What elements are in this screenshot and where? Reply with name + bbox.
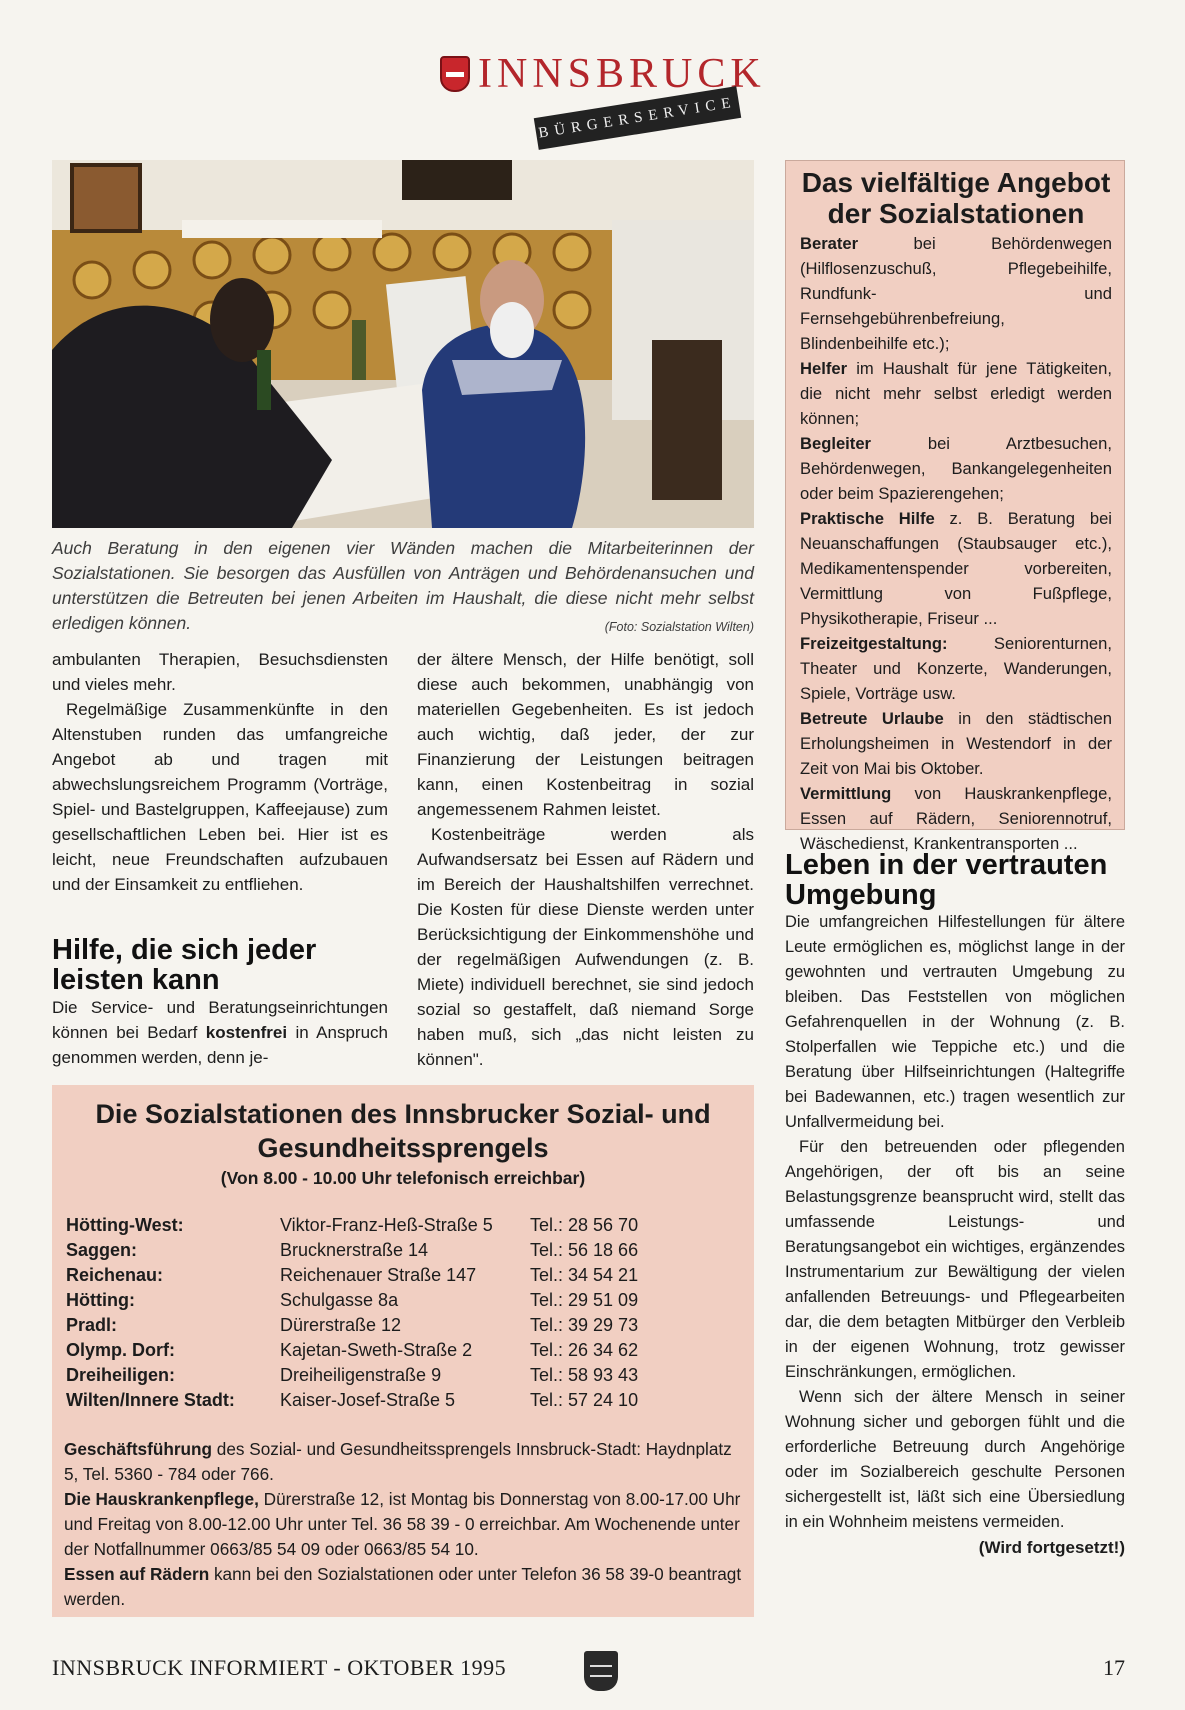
note-home-care: Die Hauskrankenpflege, Dürerstraße 12, ist Montag bis Donnerstag von 8.00-17.00 Uhr und Freitag von 8.00-12.00 Uhr unter Tel. 36 58 39 - 0 erreichbar. Am Wochenende unter der Notfallnummer 0663/85 54 09 oder 0663/85 54 10.	[64, 1489, 741, 1559]
city-emblem-icon	[584, 1651, 618, 1691]
sidebar-item: Helfer im Haushalt für jene Tätigkeiten, die nicht mehr selbst erledigt werden können;	[800, 359, 1112, 428]
publication-name: INNSBRUCK INFORMIERT - OKTOBER 1995	[52, 1655, 507, 1680]
sidebar-title: Das vielfältige Angebot der Sozialstationen	[801, 167, 1111, 229]
table-row: Olymp. Dorf: Kajetan-Sweth-Straße 2 Tel.: 26 34 62	[66, 1340, 639, 1360]
contact-title: Die Sozialstationen des Innsbrucker Sozial- und Gesundheitssprengels	[95, 1099, 711, 1163]
table-row: Hötting-West: Viktor-Franz-Heß-Straße 5 Tel.: 28 56 70	[66, 1215, 639, 1235]
column3-paragraph-2: Für den betreuenden oder pflegenden Angehörigen, der oft bis an seine Belastungsgrenze beansprucht wird, stellt das umfassende Leistungs- und Beratungsangebot ein wichtiges, ergänzendes Instrumentarium zur Bewältigung der vielen anfallenden Betreuungs- und Pflegearbeiten dar, die dem betagten Mitbürger den Verbleib in der eigenen Wohnung, trotz gewisser Einschränkungen, ermöglichen.	[785, 1138, 1125, 1381]
continued-note: (Wird fortgesetzt!)	[978, 1538, 1125, 1557]
table-row: Hötting: Schulgasse 8a Tel.: 29 51 09	[66, 1290, 639, 1310]
sidebar-item: Begleiter bei Arztbesuchen, Behördenwegen, Bankangelegenheiten oder beim Spazierengehen;	[800, 434, 1112, 503]
page-number: 17	[1103, 1655, 1125, 1680]
emphasis-free: kostenfrei	[205, 1023, 288, 1042]
column3-paragraph-1: Die umfangreichen Hilfestellungen für ältere Leute ermöglichen es, möglichst lange in der gewohnten und vertrauten Umgebung zu bleiben. Das Feststellen von möglichen Gefahrenquellen in der Wohnung (z. B. Stolperfallen wie Teppiche etc.) und die Beratung über Hilfseinrichtungen (Haltegriffe bei Badewannen, etc.) tragen wesentlich zur Unfallvermeidung bei.	[785, 913, 1125, 1131]
photo-caption	[52, 536, 754, 640]
stations-contact-box	[52, 1085, 754, 1617]
table-row: Saggen: Brucknerstraße 14 Tel.: 56 18 66	[66, 1240, 639, 1260]
article-column-3	[785, 850, 1125, 1560]
article-photo	[52, 160, 754, 528]
contact-hours: (Von 8.00 - 10.00 Uhr telefonisch erreichbar)	[220, 1168, 586, 1188]
sidebar-item: Praktische Hilfe z. B. Beratung bei Neuanschaffungen (Staubsauger etc.), Medikamentenspender vorbereiten, Vermittlung von Fußpflege, Physikotherapie, Friseur ...	[800, 509, 1112, 628]
table-row: Dreiheiligen: Dreiheiligenstraße 9 Tel.: 58 93 43	[66, 1365, 639, 1385]
masthead-ribbon: BÜRGERSERVICE	[534, 86, 741, 150]
sidebar-item: Vermittlung von Hauskrankenpflege, Essen auf Rädern, Seniorennotruf, Wäschedienst, Krankentransporten ...	[800, 784, 1112, 853]
heading-familiar-environment: Leben in der vertrauten Umgebung	[785, 849, 1108, 911]
masthead-brand: INNSBRUCK	[478, 51, 766, 97]
masthead	[440, 50, 766, 145]
table-row: Pradl: Dürerstraße 12 Tel.: 39 29 73	[66, 1315, 639, 1335]
column2-paragraph-2: Kostenbeiträge werden als Aufwandsersatz bei Essen auf Rädern und im Bereich der Haushaltshilfen verrechnet. Die Kosten für diese Dienste werden unter Berücksichtigung der Einkommenshöhe und der regelmäßigen Aufwendungen (z. B. Miete) individuell berechnet, sie sind jedoch sozial so gestaffelt, daß niemand Sorge haben muß, sich „das nicht leisten zu können".	[417, 825, 754, 1069]
services-sidebar	[785, 160, 1125, 853]
column3-paragraph-3: Wenn sich der ältere Mensch in seiner Wohnung sicher und geborgen fühlt und die erforderliche Betreuung durch Angehörige oder im Sozialbereich geschulte Personen sichergestellt ist, läßt sich eine Übersiedlung in ein Wohnheim meistens vermeiden.	[785, 1388, 1125, 1531]
caption-text: Auch Beratung in den eigenen vier Wänden machen die Mitarbeiterinnen der Sozialstationen. Sie besorgen das Ausfüllen von Anträgen und Behördenansuchen und unterstützen die Betreuten bei jenen Arbeiten im Haushalt, die diese nicht mehr selbst erledigen können.	[52, 538, 754, 633]
stations-table	[66, 1213, 638, 1413]
article-column-1	[52, 647, 388, 1070]
note-meals-on-wheels: Essen auf Rädern kann bei den Sozialstationen oder unter Telefon 36 58 39-0 beantragt werden.	[64, 1564, 742, 1609]
note-management: Geschäftsführung des Sozial- und Gesundheitssprengels Innsbruck-Stadt: Haydnplatz 5, Tel. 5360 - 784 oder 766.	[64, 1439, 732, 1484]
city-crest-icon	[440, 56, 470, 92]
page-footer	[52, 1651, 1125, 1685]
sidebar-item: Betreute Urlaube in den städtischen Erholungsheimen in Westendorf in der Zeit von Mai bis Oktober.	[800, 709, 1112, 778]
column2-paragraph-1: der ältere Mensch, der Hilfe benötigt, soll diese auch bekommen, unabhängig von materiellen Gegebenheiten. Es ist jedoch auch wichtig, daß jeder, der zur Finanzierung der Leistungen beitragen kann, einen Kostenbeitrag in sozial angemessenem Rahmen leistet.	[417, 650, 754, 819]
sidebar-item: Berater bei Behördenwegen (Hilflosenzuschuß, Pflegebeihilfe, Rundfunk- und Fernsehgebührenbefreiung, Blindenbeihilfe etc.);	[800, 234, 1112, 353]
column1-paragraph-3: Die Service- und Beratungseinrichtungen können bei Bedarf kostenfrei in Anspruch genommen werden, denn je-	[52, 998, 388, 1067]
sidebar-item: Freizeitgestaltung: Seniorenturnen, Theater und Konzerte, Wanderungen, Spiele, Vorträge usw.	[800, 634, 1112, 703]
column1-paragraph-2: Regelmäßige Zusammenkünfte in den Altenstuben runden das umfangreiche Angebot ab und tragen mit abwechslungsreichem Programm (Vorträge, Spiel- und Bastelgruppen, Kaffeejause) zum gesellschaftlichen Leben bei. Hier ist es leicht, neue Freundschaften aufzubauen und der Einsamkeit zu entfliehen.	[52, 700, 388, 894]
table-row: Wilten/Innere Stadt: Kaiser-Josef-Straße 5 Tel.: 57 24 10	[66, 1390, 639, 1410]
heading-affordable-help: Hilfe, die sich jeder leisten kann	[52, 934, 317, 996]
photo-credit: (Foto: Sozialstation Wilten)	[604, 620, 754, 634]
article-column-2	[417, 647, 754, 1072]
column1-paragraph-1: ambulanten Therapien, Besuchsdiensten und vieles mehr.	[52, 650, 388, 694]
table-row: Reichenau: Reichenauer Straße 147 Tel.: 34 54 21	[66, 1265, 639, 1285]
contact-notes	[64, 1437, 742, 1612]
